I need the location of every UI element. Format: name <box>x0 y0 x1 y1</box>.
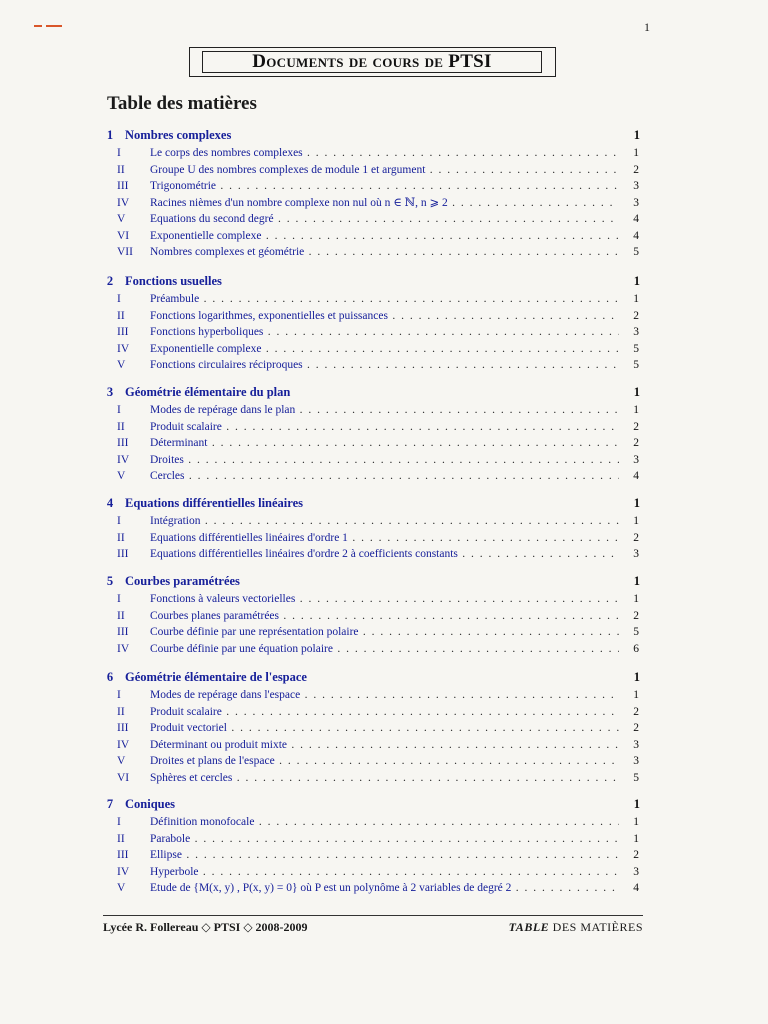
toc-entry[interactable] <box>117 435 639 451</box>
section-number: III <box>117 626 129 638</box>
section-page: 5 <box>633 342 639 355</box>
chapter-title: Géométrie élémentaire de l'espace <box>125 670 307 684</box>
section-page: 3 <box>633 180 639 192</box>
section-number: III <box>117 437 129 449</box>
chapter-row[interactable] <box>103 128 640 146</box>
section-title: Droites . . . <box>150 452 619 468</box>
section-page: 4 <box>633 882 639 894</box>
section-number: II <box>117 163 125 176</box>
section-page: 3 <box>633 755 639 767</box>
toc-entry[interactable] <box>117 530 639 546</box>
section-title: Produit scalaire . . . <box>150 419 619 435</box>
section-page: 4 <box>633 229 639 242</box>
section-page: 1 <box>633 404 639 416</box>
chapter-row[interactable] <box>103 797 640 815</box>
chapter-page: 1 <box>633 670 640 684</box>
section-number: IV <box>117 453 130 466</box>
chapter-row[interactable] <box>103 385 640 403</box>
chapter-row[interactable] <box>103 670 640 688</box>
section-title: Fonctions circulaires réciproques . . . <box>150 357 619 373</box>
section-number: III <box>117 849 129 861</box>
section-page: 3 <box>633 453 639 466</box>
toc-entry[interactable] <box>117 880 639 896</box>
toc-entry[interactable] <box>117 228 639 244</box>
section-title: Produit scalaire . . . <box>150 704 619 720</box>
section-number: V <box>117 755 126 767</box>
section-number: I <box>117 816 121 828</box>
chapter-title: Fonctions usuelles <box>125 274 222 288</box>
section-page: 2 <box>633 531 639 544</box>
scan-mark <box>34 25 64 28</box>
section-number: IV <box>117 865 130 878</box>
section-title: Définition monofocale . . . <box>150 814 619 830</box>
toc-entry[interactable] <box>117 831 639 847</box>
toc-entry[interactable] <box>117 624 639 640</box>
toc-entry[interactable] <box>117 357 639 373</box>
section-page: 3 <box>633 548 639 560</box>
toc-entry[interactable] <box>117 402 639 418</box>
section-number: IV <box>117 738 130 751</box>
section-title: Déterminant . . . <box>150 435 619 451</box>
page-number: 1 <box>644 20 650 34</box>
section-title: Equations différentielles linéaires d'ordre 2 à coefficients constants . . . <box>150 546 619 562</box>
toc-entry[interactable] <box>117 513 639 529</box>
section-page: 2 <box>633 849 639 861</box>
section-title: Trigonométrie . . . <box>150 178 619 194</box>
toc-entry[interactable] <box>117 864 639 880</box>
toc-entry[interactable] <box>117 452 639 468</box>
section-number: I <box>117 293 121 305</box>
chapter-row[interactable] <box>103 496 640 514</box>
toc-entry[interactable] <box>117 178 639 194</box>
toc-entry[interactable] <box>117 704 639 720</box>
section-number: III <box>117 548 129 560</box>
chapter-title: Géométrie élémentaire du plan <box>125 385 291 399</box>
toc-entry[interactable] <box>117 419 639 435</box>
footer-school: Lycée R. Follereau ◇ PTSI ◇ 2008-2009 <box>103 920 308 934</box>
section-number: VII <box>117 246 133 258</box>
section-page: 1 <box>633 593 639 605</box>
section-number: III <box>117 326 129 338</box>
section-page: 2 <box>633 437 639 449</box>
section-page: 3 <box>633 326 639 338</box>
chapter-title: Equations différentielles linéaires <box>125 496 304 510</box>
section-title: Equations du second degré . . . <box>150 211 619 227</box>
chapter-title: Courbes paramétrées <box>125 574 240 588</box>
section-number: IV <box>117 196 130 209</box>
page-footer <box>103 915 643 934</box>
section-title: Déterminant ou produit mixte . . . <box>150 737 619 753</box>
section-title: Courbe définie par une équation polaire . . . <box>150 641 619 657</box>
section-title: Etude de {M(x, y) , P(x, y) = 0} où P est un polynôme à 2 variables de degré 2 . . . <box>150 880 619 896</box>
chapter-number: 4 <box>106 496 114 510</box>
toc-entry[interactable] <box>117 546 639 562</box>
section-page: 4 <box>633 470 639 482</box>
section-number: I <box>117 689 121 701</box>
section-title: Racines nièmes d'un nombre complexe non nul où n ∈ ℕ, n ⩾ 2 . . . <box>150 195 619 211</box>
chapter-number: 3 <box>106 385 114 399</box>
section-number: II <box>117 420 125 433</box>
toc-entry[interactable] <box>117 770 639 786</box>
section-title: Nombres complexes et géométrie . . . <box>150 244 619 260</box>
chapter-row[interactable] <box>103 274 640 292</box>
section-title: Parabole . . . <box>150 831 619 847</box>
toc-entry[interactable] <box>117 720 639 736</box>
section-number: III <box>117 722 129 734</box>
section-page: 3 <box>633 865 639 878</box>
section-page: 5 <box>633 771 639 784</box>
toc-entry[interactable] <box>117 341 639 357</box>
chapter-number: 2 <box>106 274 114 288</box>
section-number: V <box>117 882 126 894</box>
section-number: V <box>117 213 126 225</box>
section-number: I <box>117 593 121 605</box>
toc-entry[interactable] <box>117 641 639 657</box>
section-title: Modes de repérage dans le plan . . . <box>150 402 619 418</box>
chapter-page: 1 <box>633 385 640 399</box>
chapter-number: 1 <box>106 128 114 142</box>
chapter-page: 1 <box>633 574 640 588</box>
section-number: VI <box>117 229 130 242</box>
chapter-title: Coniques <box>125 797 176 811</box>
chapter-number: 7 <box>106 797 114 811</box>
toc-entry[interactable] <box>117 468 639 484</box>
toc-entry[interactable] <box>117 291 639 307</box>
section-number: IV <box>117 342 130 355</box>
section-page: 3 <box>633 196 639 209</box>
section-page: 2 <box>633 309 639 322</box>
section-page: 1 <box>633 832 639 845</box>
section-title: Droites et plans de l'espace . . . <box>150 753 619 769</box>
footer-section <box>509 920 643 935</box>
section-page: 5 <box>633 246 639 258</box>
section-title: Modes de repérage dans l'espace . . . <box>150 687 619 703</box>
chapter-page: 1 <box>633 496 640 510</box>
section-title: Sphères et cercles . . . <box>150 770 619 786</box>
section-page: 1 <box>633 689 639 701</box>
section-page: 4 <box>633 213 639 225</box>
section-number: III <box>117 180 129 192</box>
section-title: Groupe U des nombres complexes de module 1 et argument . . . <box>150 162 619 178</box>
section-title: Cercles . . . <box>150 468 619 484</box>
toc-entry[interactable] <box>117 162 639 178</box>
chapter-row[interactable] <box>103 574 640 592</box>
section-page: 1 <box>633 816 639 828</box>
chapter-page: 1 <box>633 128 640 142</box>
section-page: 2 <box>633 420 639 433</box>
toc-entry[interactable] <box>117 814 639 830</box>
section-number: VI <box>117 771 130 784</box>
section-page: 2 <box>633 163 639 176</box>
toc-entry[interactable] <box>117 608 639 624</box>
toc-entry[interactable] <box>117 145 639 161</box>
toc-entry[interactable] <box>117 737 639 753</box>
chapter-page: 1 <box>633 274 640 288</box>
section-number: I <box>117 515 121 527</box>
section-title: Courbe définie par une représentation polaire . . . <box>150 624 619 640</box>
toc-entry[interactable] <box>117 753 639 769</box>
section-title: Préambule . . . <box>150 291 619 307</box>
section-page: 3 <box>633 738 639 751</box>
toc-entry[interactable] <box>117 591 639 607</box>
section-title: Intégration . . . <box>150 513 619 529</box>
section-title: Ellipse . . . <box>150 847 619 863</box>
section-page: 1 <box>633 293 639 305</box>
toc-heading: Table des matières <box>107 93 257 114</box>
section-page: 1 <box>633 147 639 159</box>
toc-entry[interactable] <box>117 324 639 340</box>
section-number: II <box>117 832 125 845</box>
toc-entry[interactable] <box>117 687 639 703</box>
section-number: II <box>117 705 125 718</box>
section-number: I <box>117 404 121 416</box>
section-page: 2 <box>633 609 639 622</box>
section-number: II <box>117 609 125 622</box>
section-page: 1 <box>633 515 639 527</box>
section-page: 6 <box>633 642 639 655</box>
toc-entry[interactable] <box>117 195 639 211</box>
section-page: 5 <box>633 359 639 371</box>
chapter-number: 5 <box>106 574 114 588</box>
section-number: V <box>117 359 126 371</box>
toc-entry[interactable] <box>117 847 639 863</box>
section-title: Le corps des nombres complexes . . . <box>150 145 619 161</box>
chapter-title: Nombres complexes <box>125 128 232 142</box>
section-title: Produit vectoriel . . . <box>150 720 619 736</box>
section-page: 2 <box>633 705 639 718</box>
section-number: I <box>117 147 121 159</box>
section-title: Equations différentielles linéaires d'ordre 1 . . . <box>150 530 619 546</box>
section-title: Fonctions hyperboliques . . . <box>150 324 619 340</box>
section-number: IV <box>117 642 130 655</box>
section-title: Fonctions logarithmes, exponentielles et puissances . . . <box>150 308 619 324</box>
section-title: Hyperbole . . . <box>150 864 619 880</box>
section-title: Exponentielle complexe . . . <box>150 228 619 244</box>
footer-section-italic: TABLE <box>508 920 550 934</box>
chapter-number: 6 <box>106 670 114 684</box>
section-title: Exponentielle complexe . . . <box>150 341 619 357</box>
section-number: II <box>117 309 125 322</box>
toc-entry[interactable] <box>117 211 639 227</box>
section-title: Fonctions à valeurs vectorielles . . . <box>150 591 619 607</box>
toc-entry[interactable] <box>117 244 639 260</box>
document-title: Documents de cours de PTSI <box>202 51 542 73</box>
section-number: V <box>117 470 126 482</box>
section-page: 5 <box>633 626 639 638</box>
section-title: Courbes planes paramétrées . . . <box>150 608 619 624</box>
section-number: II <box>117 531 125 544</box>
footer-section-rest: DES MATIÈRES <box>552 920 643 934</box>
chapter-page: 1 <box>633 797 640 811</box>
section-page: 2 <box>633 722 639 734</box>
toc-entry[interactable] <box>117 308 639 324</box>
